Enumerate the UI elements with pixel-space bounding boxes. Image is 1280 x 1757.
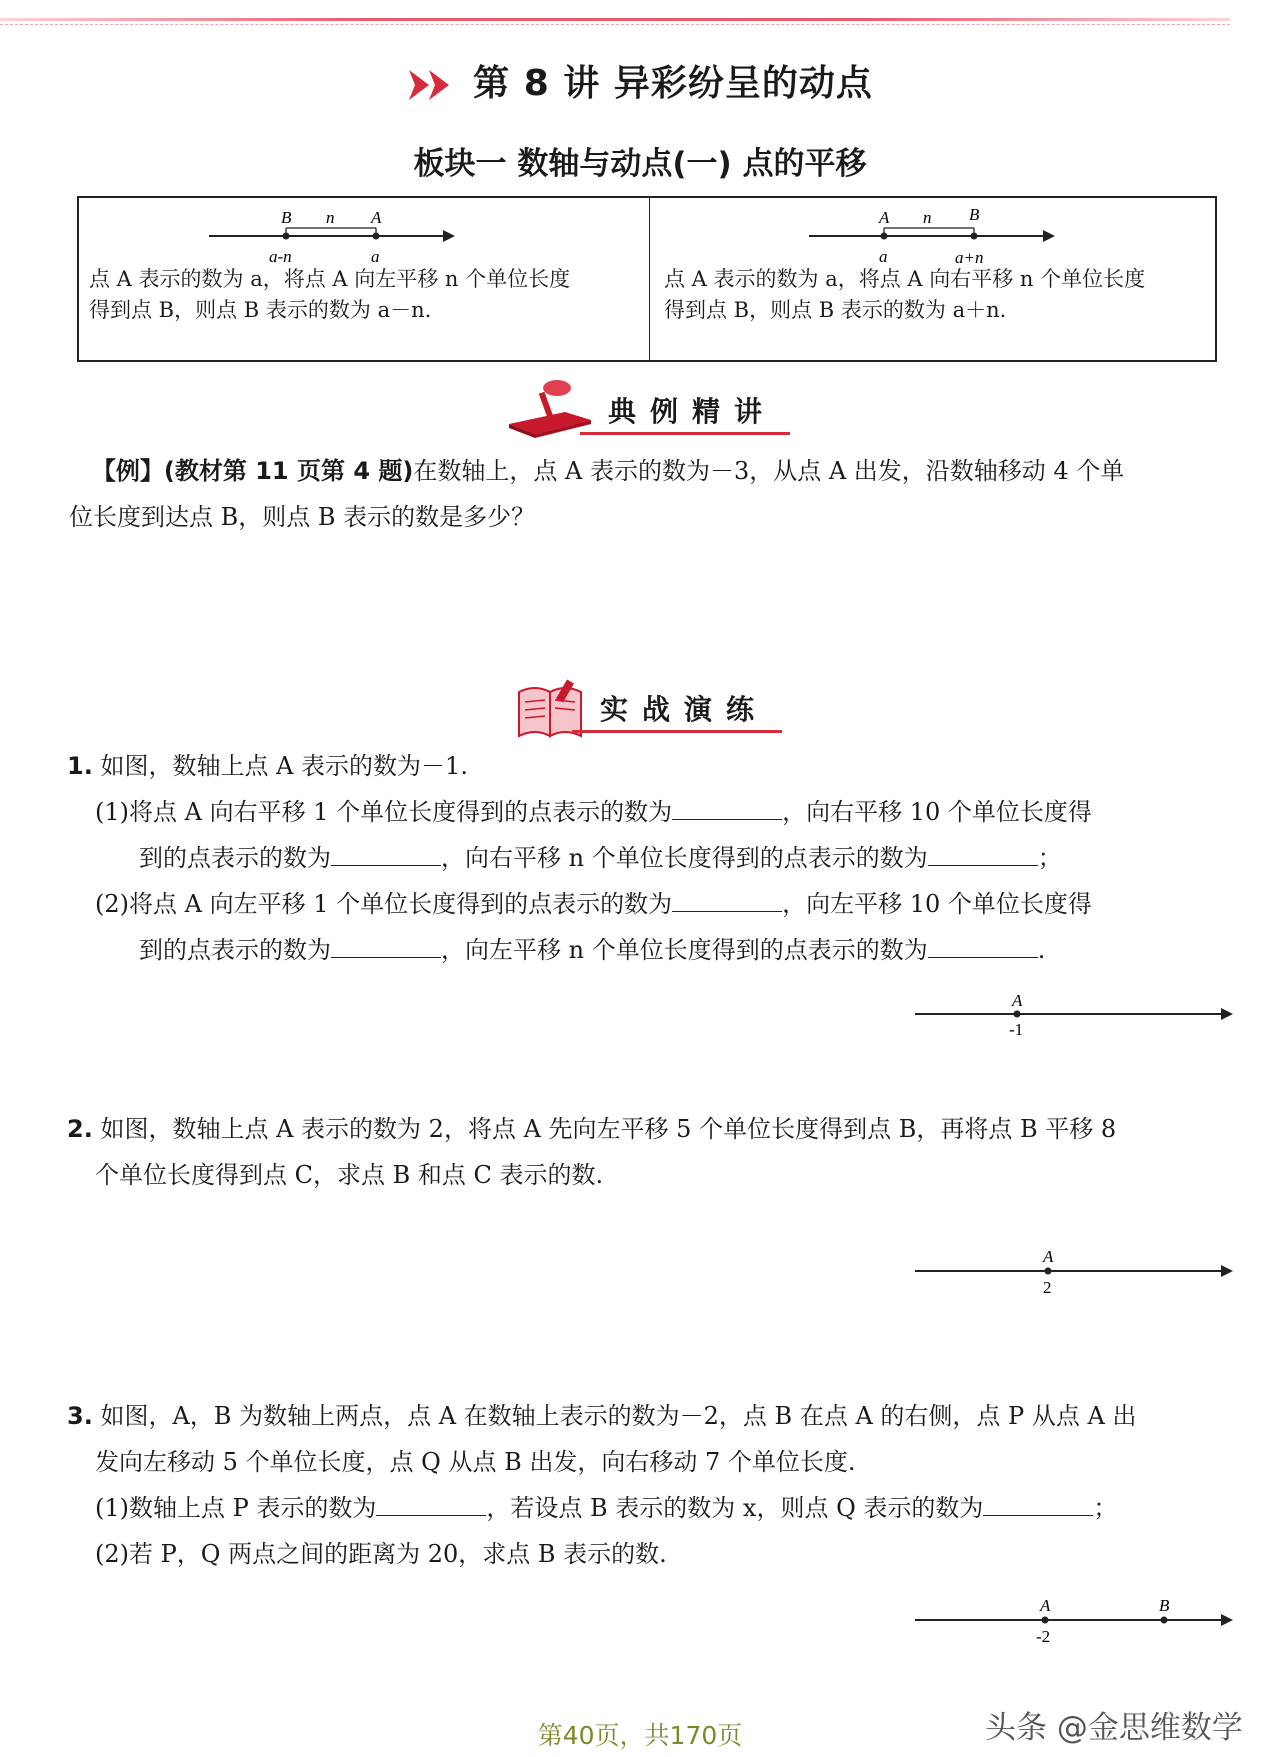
practice-badge-underline [572, 730, 782, 733]
q2-number-line [915, 1245, 1235, 1299]
right-value-a: a [879, 247, 888, 266]
example-text-1: 在数轴上，点 A 表示的数为－3，从点 A 出发，沿数轴移动 4 个单 [413, 457, 1125, 485]
q1-blank-1[interactable] [672, 793, 782, 820]
left-concept-line2: 得到点 B，则点 B 表示的数为 a－n. [89, 298, 432, 322]
chapter-title-row [0, 55, 1280, 106]
q1-p1-text-b: ，向右平移 10 个单位长度得 [782, 798, 1092, 826]
q1-p2-text-c: 到的点表示的数为 [139, 936, 331, 964]
q3-part1 [67, 1485, 1232, 1531]
q1-stem: 如图，数轴上点 A 表示的数为－1. [100, 752, 468, 780]
q3-line2: 发向左移动 5 个单位长度，点 Q 从点 B 出发，向右移动 7 个单位长度. [95, 1448, 856, 1476]
watermark: 头条 @金思维数学 [985, 1710, 1243, 1746]
q1-axis-point-a: A [1012, 991, 1023, 1010]
double-arrow-icon [407, 68, 455, 102]
q1-p2-text-b: ，向左平移 10 个单位长度得 [782, 890, 1092, 918]
q2-number: 2. [67, 1115, 93, 1143]
q1-p2-text-e: . [1037, 936, 1046, 964]
q3-p1-text-a: (1)数轴上点 P 表示的数为 [95, 1494, 377, 1522]
left-number-line [209, 208, 459, 272]
q3-number-line [915, 1594, 1235, 1648]
top-dashed-rule [0, 24, 1230, 26]
q2-line2: 个单位长度得到点 C，求点 B 和点 C 表示的数. [95, 1161, 604, 1189]
q1-blank-4[interactable] [672, 885, 782, 912]
q3-blank-1[interactable] [376, 1489, 486, 1516]
question-1 [67, 743, 1232, 973]
q1-part1-line2 [67, 835, 1232, 881]
example-line1 [69, 448, 1229, 494]
practice-badge: 实战演练 [600, 693, 769, 726]
concept-box [77, 196, 1217, 362]
left-concept-text [89, 264, 644, 326]
concept-divider [649, 198, 650, 360]
question-3 [67, 1393, 1232, 1577]
q1-part2-line2 [67, 927, 1232, 973]
q1-number: 1. [67, 752, 93, 780]
q2-text-1: 如图，数轴上点 A 表示的数为 2，将点 A 先向左平移 5 个单位长度得到点 B，再将点 B 平移 8 [100, 1115, 1117, 1143]
q1-p2-text-a: (2)将点 A 向左平移 1 个单位长度得到的点表示的数为 [95, 890, 673, 918]
q1-part1-line1 [67, 789, 1232, 835]
chapter-title: 第 8 讲 异彩纷呈的动点 [473, 63, 873, 104]
right-value-a-plus-n: a+n [955, 248, 984, 267]
left-label-n: n [326, 208, 335, 227]
right-label-a: A [879, 208, 890, 227]
q3-axis-point-a: A [1040, 1596, 1051, 1615]
q3-blank-2[interactable] [983, 1489, 1093, 1516]
right-number-line [809, 206, 1059, 272]
section-title: 板块一 数轴与动点(一) 点的平移 [413, 146, 867, 182]
example-badge-underline [580, 432, 790, 435]
q2-line1 [67, 1106, 1232, 1152]
q3-p1-text-b: ，若设点 B 表示的数为 x，则点 Q 表示的数为 [486, 1494, 984, 1522]
q1-number-line [915, 990, 1235, 1040]
q1-axis-value: -1 [1009, 1020, 1024, 1039]
q2-axis-point-a: A [1043, 1247, 1054, 1266]
page-footer: 第40页，共170页 [537, 1721, 743, 1750]
right-concept-line2: 得到点 B，则点 B 表示的数为 a＋n. [664, 298, 1007, 322]
right-concept-text [664, 264, 1214, 326]
left-value-a: a [371, 247, 380, 266]
q1-part2-line1 [67, 881, 1232, 927]
q1-p2-text-d: ，向左平移 n 个单位长度得到的点表示的数为 [441, 936, 928, 964]
example-badge: 典例精讲 [608, 395, 777, 428]
left-value-a-minus-n: a-n [269, 247, 292, 266]
q1-p1-text-e: ； [1037, 844, 1062, 872]
q3-text-1: 如图，A，B 为数轴上两点，点 A 在数轴上表示的数为－2，点 B 在点 A 的右侧，点 P 从点 A 出 [100, 1402, 1137, 1430]
q3-p1-text-c: ； [1093, 1494, 1118, 1522]
example-source: (教材第 11 页第 4 题) [163, 457, 414, 485]
left-concept-line1: 点 A 表示的数为 a，将点 A 向左平移 n 个单位长度 [89, 267, 571, 291]
example-block [69, 448, 1229, 540]
example-line2: 位长度到达点 B，则点 B 表示的数是多少？ [69, 503, 536, 531]
right-label-n: n [923, 208, 932, 227]
q1-blank-6[interactable] [928, 931, 1038, 958]
left-label-a: A [371, 208, 382, 227]
q1-blank-3[interactable] [928, 839, 1038, 866]
right-concept-line1: 点 A 表示的数为 a，将点 A 向右平移 n 个单位长度 [664, 267, 1146, 291]
q1-stem-line [67, 743, 1232, 789]
top-rule [0, 18, 1230, 21]
q1-blank-5[interactable] [331, 931, 441, 958]
q1-p1-text-c: 到的点表示的数为 [139, 844, 331, 872]
q3-part2: (2)若 P，Q 两点之间的距离为 20，求点 B 表示的数. [95, 1540, 667, 1568]
q3-axis-value: -2 [1036, 1627, 1051, 1646]
right-label-b: B [969, 206, 980, 224]
q3-line1 [67, 1393, 1232, 1439]
q1-p1-text-a: (1)将点 A 向右平移 1 个单位长度得到的点表示的数为 [95, 798, 673, 826]
q3-axis-point-b: B [1159, 1596, 1170, 1615]
q2-axis-value: 2 [1043, 1278, 1052, 1297]
q3-number: 3. [67, 1402, 93, 1430]
left-label-b: B [281, 208, 292, 227]
example-tag: 【例】 [91, 457, 164, 485]
q1-blank-2[interactable] [331, 839, 441, 866]
question-2 [67, 1106, 1232, 1198]
desk-lamp-icon [505, 378, 595, 438]
q1-p1-text-d: ，向右平移 n 个单位长度得到的点表示的数为 [441, 844, 928, 872]
